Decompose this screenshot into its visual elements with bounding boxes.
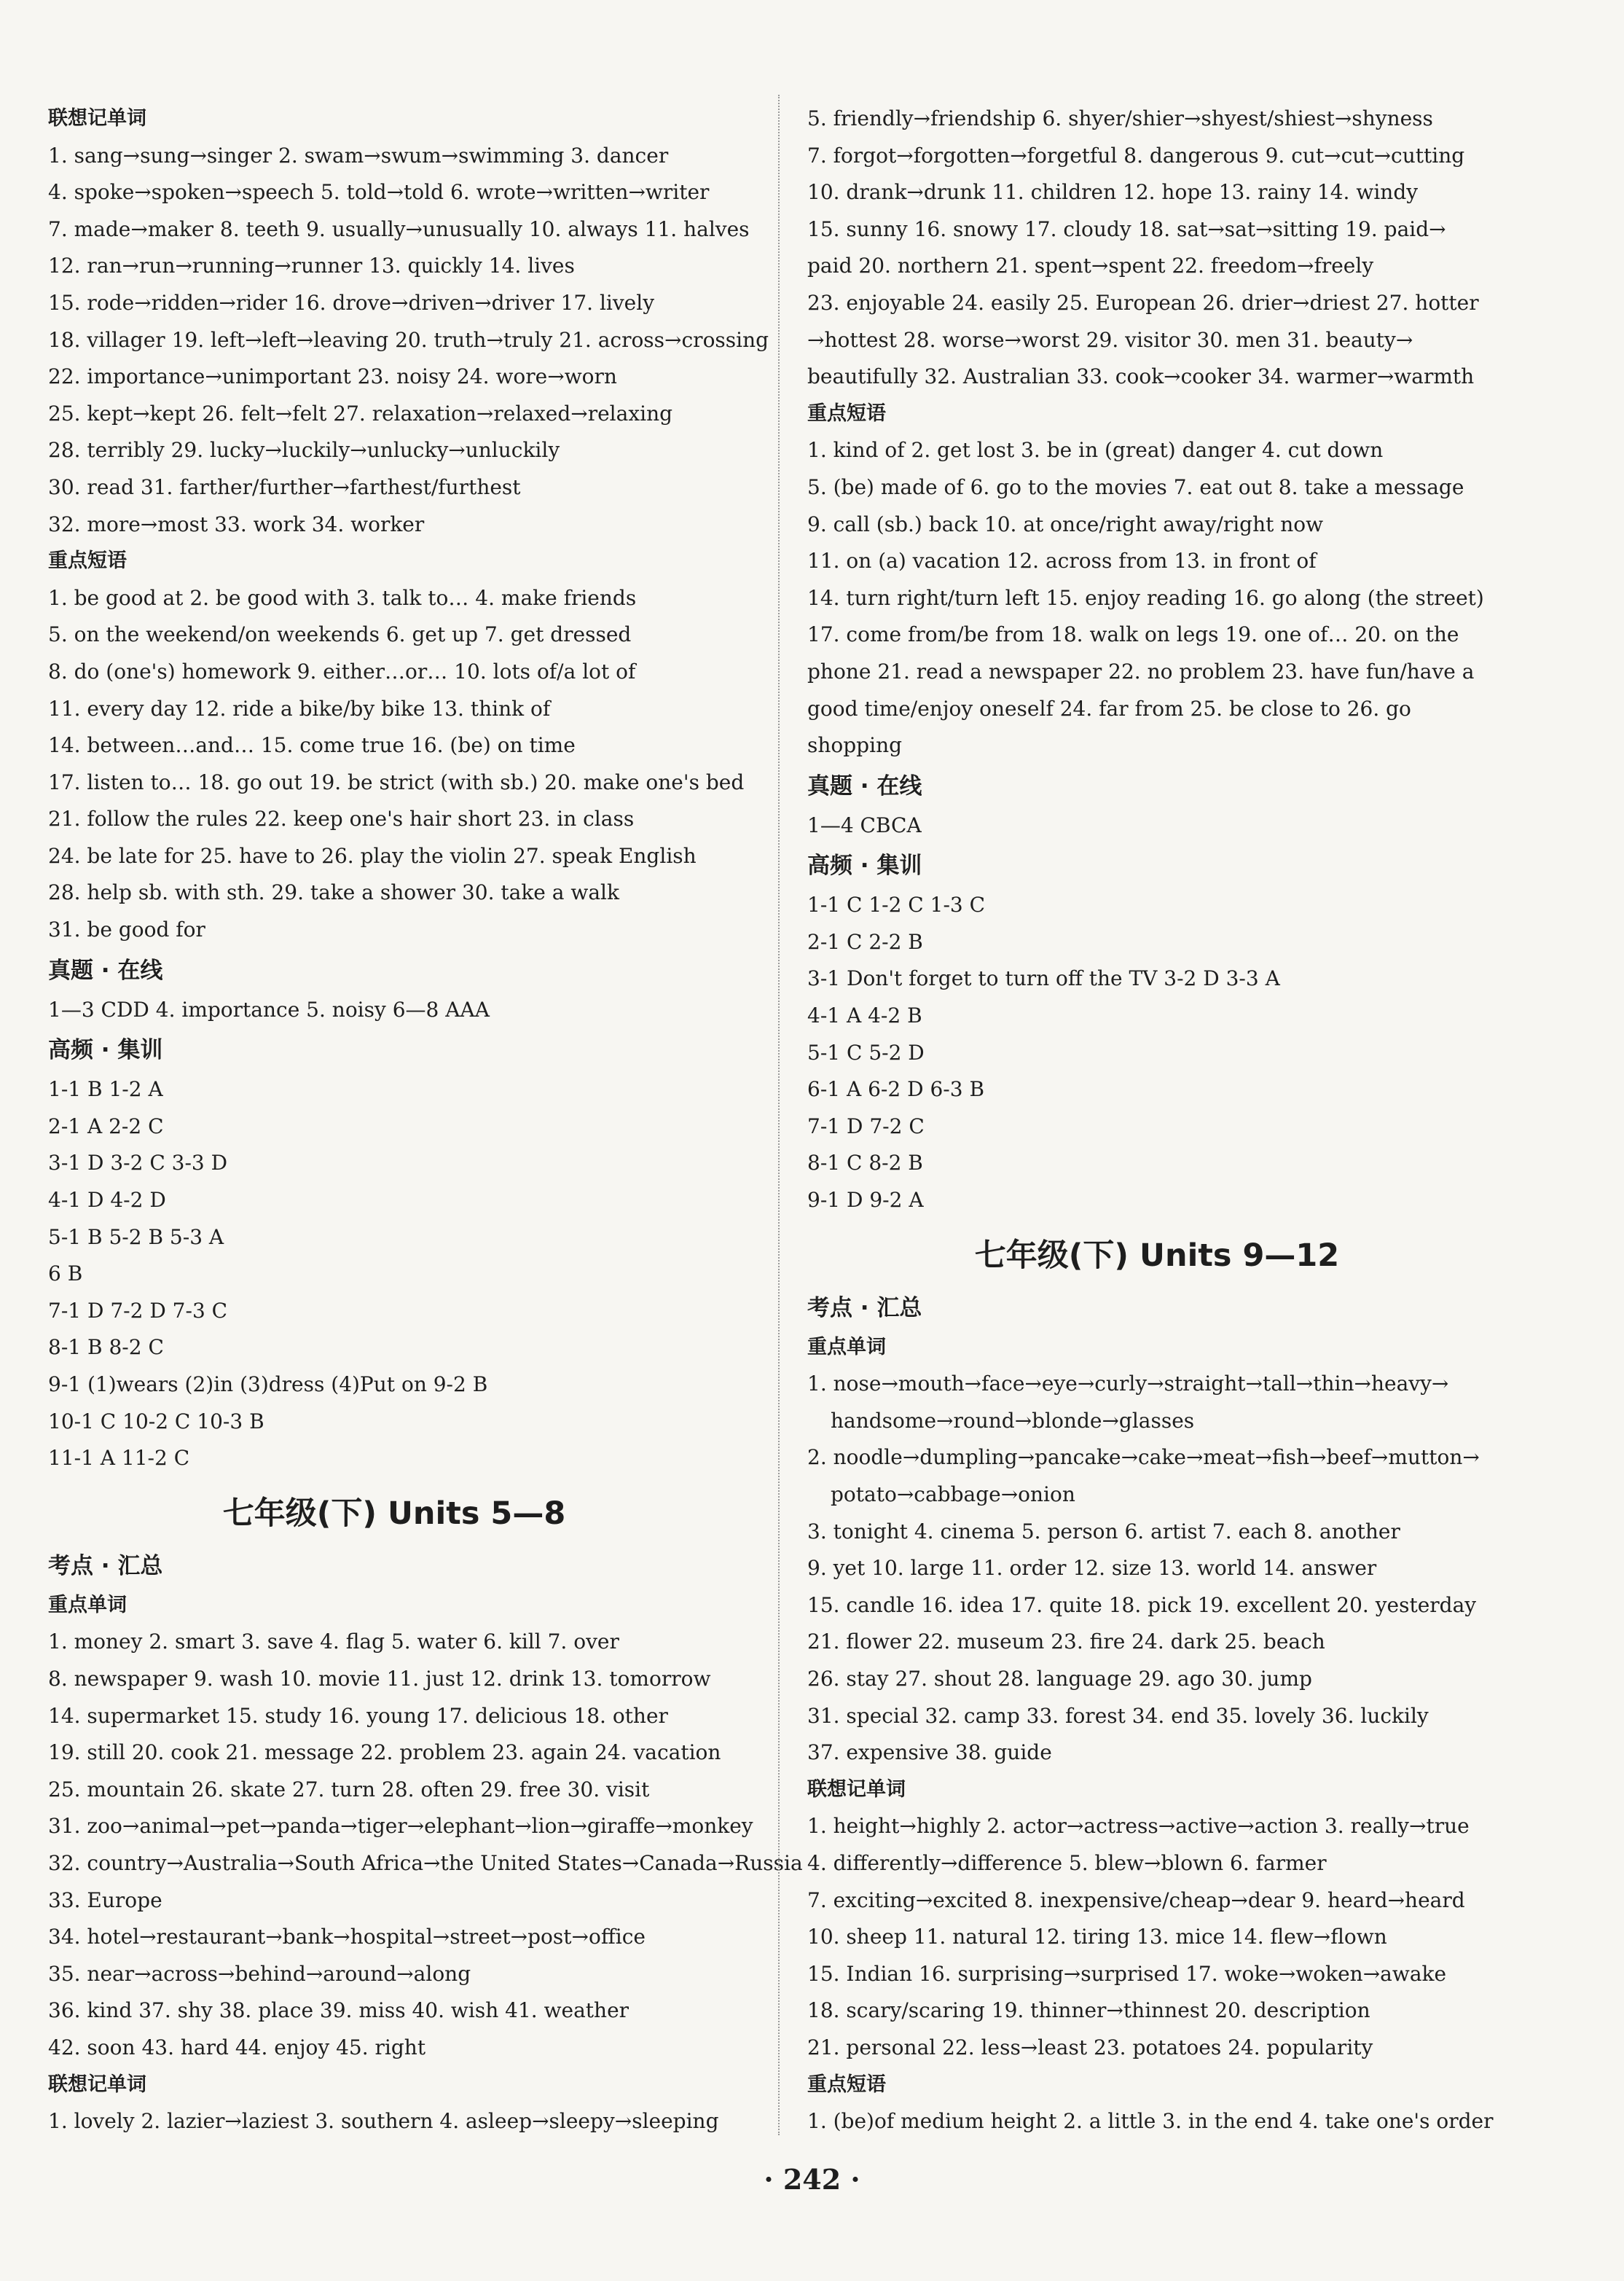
- answer-line: 25. mountain 26. skate 27. turn 28. often 29. free 30. visit: [48, 1777, 650, 1801]
- section-heading: 高频 · 集训: [807, 853, 922, 880]
- answer-line: 28. terribly 29. lucky→luckily→unlucky→unluckily: [48, 438, 560, 463]
- answer-line: 9. call (sb.) back 10. at once/right away/right now: [807, 512, 1324, 536]
- subsection-heading: 重点短语: [807, 402, 886, 425]
- answer-line: 1. height→highly 2. actor→actress→active→action 3. really→true: [807, 1814, 1470, 1839]
- answer-line: phone 21. read a newspaper 22. no problem 23. have fun/have a: [807, 659, 1475, 684]
- section-heading: 高频 · 集训: [48, 1037, 163, 1064]
- answer-line: 2. noodle→dumpling→pancake→cake→meat→fish→beef→mutton→: [807, 1445, 1480, 1470]
- answer-line: 14. between…and… 15. come true 16. (be) on time: [48, 733, 576, 758]
- answer-line: 9-1 (1)wears (2)in (3)dress (4)Put on 9-2 B: [48, 1372, 488, 1396]
- answer-line: 21. flower 22. museum 23. fire 24. dark 25. beach: [807, 1629, 1325, 1654]
- answer-line: 5. on the weekend/on weekends 6. get up 7. get dressed: [48, 622, 632, 647]
- answer-line: 42. soon 43. hard 44. enjoy 45. right: [48, 2035, 426, 2059]
- answer-line: 1-1 B 1-2 A: [48, 1077, 163, 1102]
- left-column: [48, 101, 803, 2140]
- column-divider: [778, 95, 780, 2135]
- answer-line: 12. ran→run→running→runner 13. quickly 14. lives: [48, 254, 575, 278]
- answer-line: 37. expensive 38. guide: [807, 1740, 1052, 1765]
- answer-line: 15. sunny 16. snowy 17. cloudy 18. sat→sat→sitting 19. paid→: [807, 216, 1446, 241]
- answer-line: 2-1 A 2-2 C: [48, 1114, 164, 1138]
- subsection-heading: 联想记单词: [48, 107, 146, 130]
- answer-line: 4. spoke→spoken→speech 5. told→told 6. wrote→written→writer: [48, 180, 710, 205]
- answer-line: handsome→round→blonde→glasses: [831, 1408, 1195, 1433]
- answer-line: good time/enjoy oneself 24. far from 25. be close to 26. go: [807, 696, 1411, 721]
- answer-line: paid 20. northern 21. spent→spent 22. freedom→freely: [807, 254, 1374, 278]
- answer-line: 8-1 C 8-2 B: [807, 1151, 923, 1175]
- answer-line: 31. special 32. camp 33. forest 34. end 35. lovely 36. luckily: [807, 1703, 1429, 1728]
- section-heading: 真题 · 在线: [48, 957, 163, 984]
- answer-line: 4-1 D 4-2 D: [48, 1188, 166, 1213]
- answer-line: 10-1 C 10-2 C 10-3 B: [48, 1409, 264, 1433]
- answer-line: 7. exciting→excited 8. inexpensive/cheap→dear 9. heard→heard: [807, 1887, 1465, 1912]
- answer-line: 36. kind 37. shy 38. place 39. miss 40. wish 41. weather: [48, 1998, 629, 2023]
- answer-line: 5-1 C 5-2 D: [807, 1040, 925, 1065]
- answer-line: 5. friendly→friendship 6. shyer/shier→shyest/shiest→shyness: [807, 106, 1433, 130]
- answer-line: 7-1 D 7-2 D 7-3 C: [48, 1298, 228, 1323]
- answer-line: 1. (be)of medium height 2. a little 3. in the end 4. take one's order: [807, 2109, 1494, 2134]
- answer-line: 3-1 D 3-2 C 3-3 D: [48, 1151, 228, 1175]
- subsection-heading: 重点单词: [48, 1593, 127, 1616]
- answer-line: 1. kind of 2. get lost 3. be in (great) danger 4. cut down: [807, 438, 1384, 463]
- answer-line: 33. Europe: [48, 1887, 162, 1912]
- answer-line: 15. candle 16. idea 17. quite 18. pick 19. excellent 20. yesterday: [807, 1592, 1477, 1617]
- answer-line: 14. supermarket 15. study 16. young 17. delicious 18. other: [48, 1703, 668, 1728]
- answer-line: 1. nose→mouth→face→eye→curly→straight→tall→thin→heavy→: [807, 1372, 1449, 1396]
- answer-line: 21. follow the rules 22. keep one's hair short 23. in class: [48, 807, 635, 832]
- answer-line: 11. on (a) vacation 12. across from 13. in front of: [807, 549, 1317, 574]
- answer-line: 1. lovely 2. lazier→laziest 3. southern 4. asleep→sleepy→sleeping: [48, 2109, 719, 2134]
- subsection-heading: 联想记单词: [48, 2073, 146, 2096]
- answer-line: 4. differently→difference 5. blew→blown 6. farmer: [807, 1850, 1327, 1875]
- subsection-heading: 重点短语: [807, 2073, 886, 2096]
- answer-line: 8-1 B 8-2 C: [48, 1335, 164, 1360]
- unit-title: 七年级(下) Units 5—8: [222, 1495, 566, 1532]
- answer-line: 1. money 2. smart 3. save 4. flag 5. water 6. kill 7. over: [48, 1629, 619, 1654]
- answer-line: 26. stay 27. shout 28. language 29. ago 30. jump: [807, 1666, 1312, 1691]
- answer-line: 11. every day 12. ride a bike/by bike 13. think of: [48, 696, 551, 721]
- answer-line: 17. listen to… 18. go out 19. be strict (with sb.) 20. make one's bed: [48, 770, 745, 794]
- answer-line: →hottest 28. worse→worst 29. visitor 30. men 31. beauty→: [807, 327, 1413, 352]
- answer-line: 34. hotel→restaurant→bank→hospital→street→post→office: [48, 1925, 646, 1949]
- answer-line: 10. sheep 11. natural 12. tiring 13. mice 14. flew→flown: [807, 1925, 1387, 1949]
- subsection-heading: 联想记单词: [807, 1777, 906, 1801]
- answer-line: 15. Indian 16. surprising→surprised 17. woke→woken→awake: [807, 1961, 1447, 1986]
- answer-line: 1-1 C 1-2 C 1-3 C: [807, 893, 986, 918]
- answer-line: 18. scary/scaring 19. thinner→thinnest 20. description: [807, 1998, 1370, 2023]
- page-number: · 242 ·: [764, 2163, 860, 2196]
- section-heading: 真题 · 在线: [807, 772, 922, 799]
- answer-line: 5. (be) made of 6. go to the movies 7. eat out 8. take a message: [807, 474, 1464, 499]
- answer-line: 7. made→maker 8. teeth 9. usually→unusually 10. always 11. halves: [48, 216, 750, 241]
- answer-line: 17. come from/be from 18. walk on legs 19. one of… 20. on the: [807, 622, 1459, 647]
- answer-line: beautifully 32. Australian 33. cook→cooker 34. warmer→warmth: [807, 364, 1475, 389]
- answer-line: shopping: [807, 733, 903, 758]
- answer-line: 31. be good for: [48, 918, 205, 942]
- answer-line: 1—4 CBCA: [807, 813, 922, 837]
- answer-line: 1. be good at 2. be good with 3. talk to… 4. make friends: [48, 585, 637, 610]
- answer-line: 9. yet 10. large 11. order 12. size 13. world 14. answer: [807, 1556, 1377, 1581]
- unit-title: 七年级(下) Units 9—12: [974, 1237, 1340, 1274]
- answer-line: 7. forgot→forgotten→forgetful 8. dangerous 9. cut→cut→cutting: [807, 143, 1465, 168]
- answer-line: 32. more→most 33. work 34. worker: [48, 512, 425, 536]
- answer-line: 14. turn right/turn left 15. enjoy reading 16. go along (the street): [807, 585, 1484, 610]
- answer-line: 19. still 20. cook 21. message 22. problem 23. again 24. vacation: [48, 1740, 721, 1765]
- answer-line: 6-1 A 6-2 D 6-3 B: [807, 1077, 985, 1102]
- answer-line: 23. enjoyable 24. easily 25. European 26. drier→driest 27. hotter: [807, 290, 1479, 315]
- answer-line: 24. be late for 25. have to 26. play the violin 27. speak English: [48, 843, 697, 868]
- answer-line: 22. importance→unimportant 23. noisy 24. wore→worn: [48, 364, 617, 389]
- answer-line: 32. country→Australia→South Africa→the United States→Canada→Russia: [48, 1850, 803, 1875]
- answer-line: potato→cabbage→onion: [831, 1482, 1075, 1506]
- answer-line: 8. do (one's) homework 9. either…or… 10. lots of/a lot of: [48, 659, 636, 684]
- answer-line: 3. tonight 4. cinema 5. person 6. artist 7. each 8. another: [807, 1519, 1400, 1544]
- answer-line: 21. personal 22. less→least 23. potatoes 24. popularity: [807, 2035, 1373, 2059]
- answer-line: 2-1 C 2-2 B: [807, 929, 923, 954]
- answer-line: 9-1 D 9-2 A: [807, 1188, 924, 1213]
- answer-line: 35. near→across→behind→around→along: [48, 1961, 471, 1986]
- subsection-heading: 重点单词: [807, 1335, 886, 1358]
- right-column: [807, 101, 1507, 2140]
- answer-line: 5-1 B 5-2 B 5-3 A: [48, 1224, 224, 1249]
- answer-line: 28. help sb. with sth. 29. take a shower 30. take a walk: [48, 880, 619, 905]
- answer-line: 30. read 31. farther/further→farthest/furthest: [48, 474, 521, 499]
- subsection-heading: 重点短语: [48, 549, 127, 573]
- answer-line: 18. villager 19. left→left→leaving 20. truth→truly 21. across→crossing: [48, 327, 769, 352]
- answer-line: 7-1 D 7-2 C: [807, 1114, 925, 1138]
- answer-line: 11-1 A 11-2 C: [48, 1446, 190, 1471]
- answer-line: 1—3 CDD 4. importance 5. noisy 6—8 AAA: [48, 997, 490, 1022]
- answer-line: 4-1 A 4-2 B: [807, 1003, 922, 1028]
- section-heading: 考点 · 汇总: [48, 1552, 163, 1579]
- answer-line: 31. zoo→animal→pet→panda→tiger→elephant→lion→giraffe→monkey: [48, 1814, 753, 1839]
- answer-line: 25. kept→kept 26. felt→felt 27. relaxation→relaxed→relaxing: [48, 401, 673, 426]
- answer-line: 1. sang→sung→singer 2. swam→swum→swimming 3. dancer: [48, 143, 669, 168]
- answer-line: 10. drank→drunk 11. children 12. hope 13. rainy 14. windy: [807, 180, 1419, 205]
- answer-line: 8. newspaper 9. wash 10. movie 11. just 12. drink 13. tomorrow: [48, 1666, 711, 1691]
- answer-line: 6 B: [48, 1261, 83, 1286]
- answer-line: 3-1 Don't forget to turn off the TV 3-2 D 3-3 A: [807, 966, 1280, 991]
- answer-line: 15. rode→ridden→rider 16. drove→driven→driver 17. lively: [48, 290, 655, 315]
- section-heading: 考点 · 汇总: [807, 1294, 922, 1321]
